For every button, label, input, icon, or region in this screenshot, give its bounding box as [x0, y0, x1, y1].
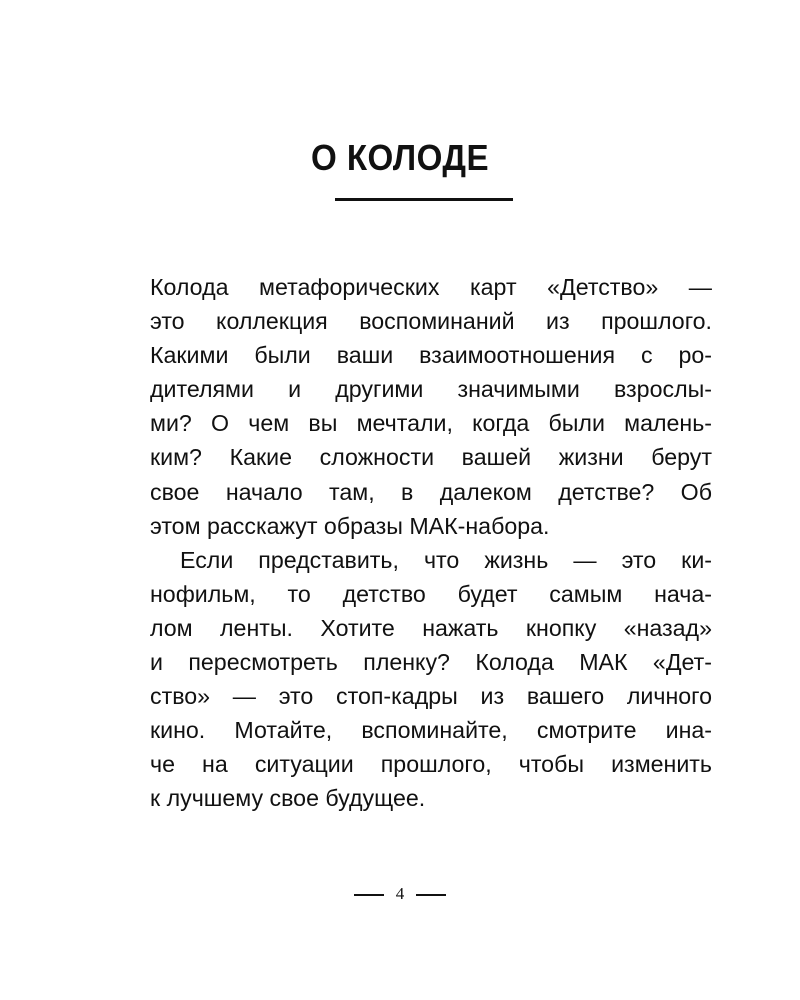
body-text: [150, 270, 712, 816]
text-line: дителями и другими значимыми взрослы-: [150, 376, 712, 403]
text-line: лом ленты. Хотите нажать кнопку «назад»: [150, 614, 712, 641]
text-line: кино. Мотайте, вспоминайте, смотрите ина-: [150, 717, 712, 744]
page-title: О КОЛОДЕ: [310, 137, 490, 178]
footer-dash-right: [416, 894, 446, 896]
text-line: этом расскажут образы МАК-набора.: [150, 512, 550, 539]
text-line: ство» — это стоп-кадры из вашего личного: [150, 683, 712, 710]
text-line: ким? Какие сложности вашей жизни берут: [150, 444, 712, 471]
text-line: и пересмотреть пленку? Колода МАК «Дет-: [150, 649, 712, 676]
paragraph-2: [150, 543, 712, 816]
text-line: че на ситуации прошлого, чтобы изменить: [150, 751, 712, 778]
title-underline: [335, 198, 513, 201]
text-line: к лучшему свое будущее.: [150, 785, 426, 812]
text-line: свое начало там, в далеком детстве? Об: [150, 478, 712, 505]
text-line: это коллекция воспоминаний из прошлого.: [150, 308, 712, 335]
paragraph-1: [150, 270, 712, 543]
text-line: Колода метафорических карт «Детство» —: [150, 274, 712, 300]
page-footer: [0, 882, 800, 906]
text-line: Если представить, что жизнь — это ки-: [180, 546, 712, 573]
text-line: Какими были ваши взаимоотношения с ро-: [150, 342, 712, 369]
page-number: 4: [395, 884, 405, 903]
text-line: ми? О чем вы мечтали, когда были малень-: [150, 410, 712, 437]
footer-dash-left: [354, 894, 384, 896]
text-line: нофильм, то детство будет самым нача-: [150, 580, 712, 607]
